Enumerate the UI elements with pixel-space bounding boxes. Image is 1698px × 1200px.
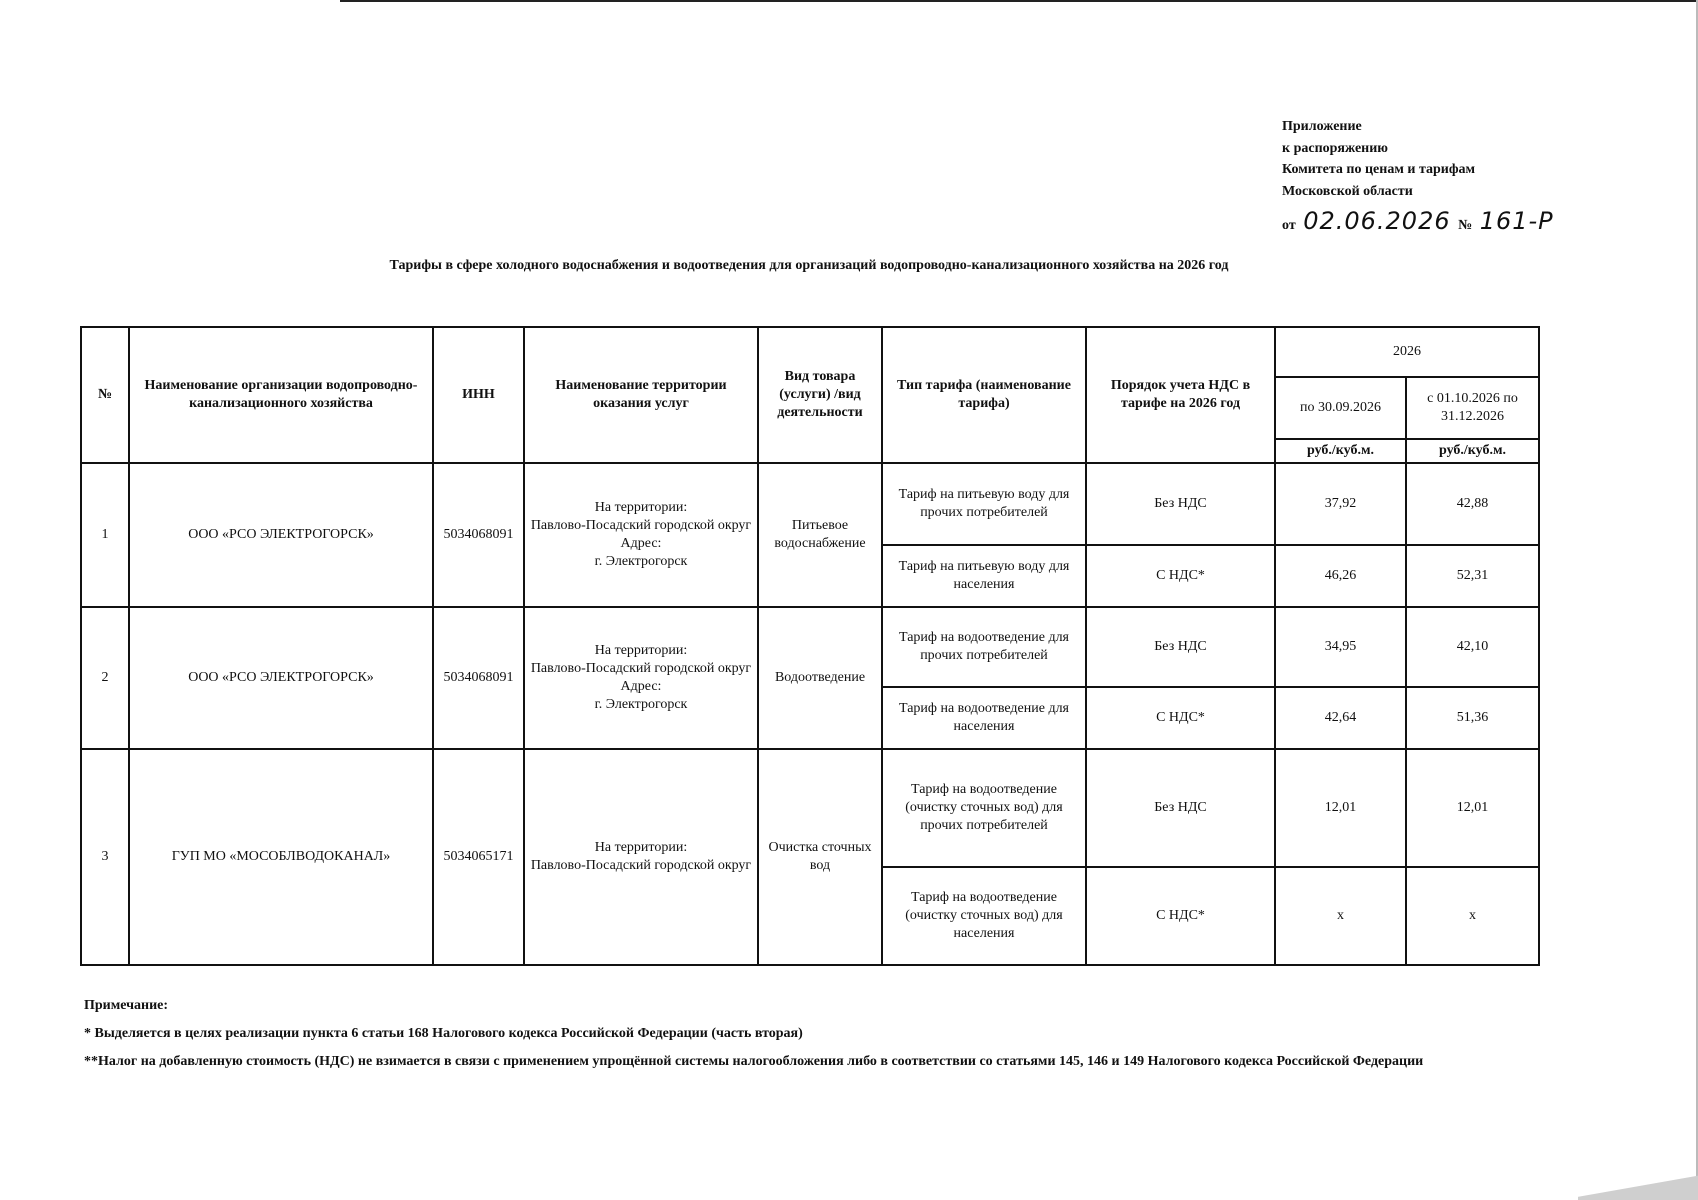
cell-price-2: х bbox=[1406, 867, 1539, 965]
territory-line: Павлово-Посадский городской округ bbox=[530, 518, 752, 533]
table-row bbox=[81, 749, 1539, 867]
header-unit-1: руб./куб.м. bbox=[1275, 439, 1406, 463]
cell-tariff-type: Тариф на водоотведение (очистку сточных вод) для населения bbox=[882, 867, 1086, 965]
table-row bbox=[81, 607, 1539, 687]
table-row bbox=[81, 463, 1539, 545]
cell-price-1: 12,01 bbox=[1275, 749, 1406, 867]
annex-date-line bbox=[1282, 203, 1558, 240]
annex-line-1: Приложение bbox=[1282, 119, 1362, 134]
territory-line: Адрес: bbox=[620, 536, 662, 552]
handwritten-date: 02.06.2026 bbox=[1303, 206, 1451, 235]
document-title: Тарифы в сфере холодного водоснабжения и водоотведения для организаций водопроводно-канализационного хозяйства на 2026 год bbox=[389, 258, 1229, 273]
cell-price-2: 12,01 bbox=[1406, 749, 1539, 867]
cell-vat: Без НДС bbox=[1086, 607, 1275, 687]
cell-territory bbox=[524, 749, 758, 965]
date-prefix: от bbox=[1282, 217, 1296, 233]
cell-inn: 5034065171 bbox=[433, 749, 524, 965]
annex-line-4: Московской области bbox=[1282, 184, 1413, 200]
territory-line: На территории: bbox=[594, 499, 688, 515]
cell-inn: 5034068091 bbox=[433, 463, 524, 607]
annex-block bbox=[1282, 116, 1558, 240]
cell-kind: Питьевое водоснабжение bbox=[758, 463, 882, 607]
tariff-table bbox=[80, 326, 1540, 966]
cell-org: ГУП МО «МОСОБЛВОДОКАНАЛ» bbox=[129, 749, 433, 965]
territory-line: На территории: bbox=[594, 642, 688, 658]
header-org: Наименование организации водопроводно-канализационного хозяйства bbox=[129, 327, 433, 463]
header-inn: ИНН bbox=[433, 327, 524, 463]
cell-tariff-type: Тариф на водоотведение для прочих потребителей bbox=[882, 607, 1086, 687]
header-num: № bbox=[81, 327, 129, 463]
cell-territory bbox=[524, 607, 758, 749]
scan-edge-top bbox=[340, 0, 1698, 2]
territory-line: г. Электрогорск bbox=[594, 697, 688, 713]
header-period-2: с 01.10.2026 по 31.12.2026 bbox=[1406, 377, 1539, 439]
cell-kind: Водоотведение bbox=[758, 607, 882, 749]
cell-org: ООО «РСО ЭЛЕКТРОГОРСК» bbox=[129, 463, 433, 607]
notes-heading: Примечание: bbox=[84, 998, 169, 1013]
cell-price-1: 34,95 bbox=[1275, 607, 1406, 687]
cell-vat: С НДС* bbox=[1086, 687, 1275, 749]
header-vat: Порядок учета НДС в тарифе на 2026 год bbox=[1086, 327, 1275, 463]
notes-block bbox=[84, 992, 1423, 1076]
header-unit-2: руб./куб.м. bbox=[1406, 439, 1539, 463]
header-year: 2026 bbox=[1275, 327, 1539, 377]
territory-line: Павлово-Посадский городской округ bbox=[530, 858, 752, 874]
scan-edge-bottom bbox=[1578, 1172, 1698, 1200]
cell-num: 1 bbox=[81, 463, 129, 607]
cell-price-1: 46,26 bbox=[1275, 545, 1406, 607]
cell-price-2: 42,10 bbox=[1406, 607, 1539, 687]
number-sign: № bbox=[1458, 217, 1473, 233]
cell-tariff-type: Тариф на водоотведение для населения bbox=[882, 687, 1086, 749]
cell-price-1: 42,64 bbox=[1275, 687, 1406, 749]
cell-tariff-type: Тариф на водоотведение (очистку сточных вод) для прочих потребителей bbox=[882, 749, 1086, 867]
cell-inn: 5034068091 bbox=[433, 607, 524, 749]
header-kind: Вид товара (услуги) /вид деятельности bbox=[758, 327, 882, 463]
cell-price-1: 37,92 bbox=[1275, 463, 1406, 545]
cell-num: 3 bbox=[81, 749, 129, 965]
note-2: **Налог на добавленную стоимость (НДС) не взимается в связи с применением упрощённой системы налогообложения либо в соответствии со статьями 145, 146 и 149 Налогового кодекса Российской Федерации bbox=[84, 1054, 1424, 1069]
cell-vat: С НДС* bbox=[1086, 867, 1275, 965]
cell-vat: Без НДС bbox=[1086, 463, 1275, 545]
cell-territory bbox=[524, 463, 758, 607]
cell-org: ООО «РСО ЭЛЕКТРОГОРСК» bbox=[129, 607, 433, 749]
handwritten-number: 161-Р bbox=[1479, 206, 1554, 235]
cell-tariff-type: Тариф на питьевую воду для прочих потребителей bbox=[882, 463, 1086, 545]
territory-line: Адрес: bbox=[620, 679, 662, 695]
territory-line: г. Электрогорск bbox=[594, 554, 688, 570]
cell-price-1: х bbox=[1275, 867, 1406, 965]
annex-line-2: к распоряжению bbox=[1282, 140, 1389, 156]
cell-vat: С НДС* bbox=[1086, 545, 1275, 607]
header-period-1: по 30.09.2026 bbox=[1275, 377, 1406, 439]
cell-num: 2 bbox=[81, 607, 129, 749]
annex-line-3: Комитета по ценам и тарифам bbox=[1282, 162, 1476, 178]
header-row-1 bbox=[81, 327, 1539, 377]
territory-line: Павлово-Посадский городской округ bbox=[530, 661, 752, 676]
cell-kind: Очистка сточных вод bbox=[758, 749, 882, 965]
header-territory: Наименование территории оказания услуг bbox=[524, 327, 758, 463]
cell-vat: Без НДС bbox=[1086, 749, 1275, 867]
cell-tariff-type: Тариф на питьевую воду для населения bbox=[882, 545, 1086, 607]
note-1: * Выделяется в целях реализации пункта 6 статьи 168 Налогового кодекса Российской Федерации (часть вторая) bbox=[84, 1026, 803, 1041]
header-tariff-type: Тип тарифа (наименование тарифа) bbox=[882, 327, 1086, 463]
cell-price-2: 42,88 bbox=[1406, 463, 1539, 545]
cell-price-2: 52,31 bbox=[1406, 545, 1539, 607]
cell-price-2: 51,36 bbox=[1406, 687, 1539, 749]
territory-line: На территории: bbox=[594, 840, 688, 855]
